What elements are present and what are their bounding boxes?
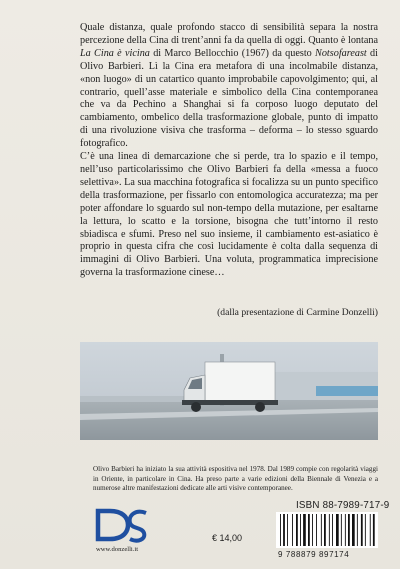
film-title: La Cina è vicina <box>80 47 150 59</box>
book-title: Notsofareast <box>315 47 367 59</box>
cover-photo-street-truck <box>80 342 378 440</box>
barcode-digits: 9 788879 897174 <box>278 550 350 559</box>
isbn-label: ISBN 88-7989-717-9 <box>296 500 390 511</box>
blurb-paragraph-2: C’è una linea di demarcazione che si perde, tra lo spazio e il tempo, nell’uso particolarissimo che Olivo Barbieri fa della «messa a fuoco selettiva». La sua macchina fotografica si focalizza su un punto specifico della trasformazione, per fissarlo con entomologica accuratezza; ma per poter affondare lo sguardo sul non-tempo della mutazione, per esaltarne la lettura, lo scatto e la torsione, bisogna che tutt’intorno il resto sbiadisca e sfumi. Preso nel suo insieme, il cambiamento est-asiatico è proprio in questa cifra che così lucidamente è colta dalla sequenza di immagini di Olivo Barbieri. Una voluta, programmatica imprecisione governa la trasformazione cinese… <box>80 151 378 279</box>
publisher-website: www.donzelli.it <box>96 546 139 553</box>
blurb-paragraph-1: Quale distanza, quale profondo stacco di sensibilità separa la nostra percezione della Cina di trent’anni fa da quella di oggi. Quanto è lontana La Cina è vicina di Marco Bellocchio (1967) da questo Notsofareast di Olivo Barbieri. Lì la Cina era metafora di una incolmabile distanza, «non luogo» di un catartico quanto improbabile capovolgimento; qui, al contrario, quell’asse materiale e simbolico della Cina contemporanea che va da Pechino a Shanghai si fa corposo luogo deputato del cambiamento, ombelico della trasformazione globale, punto di impatto di una rivoluzione visiva che trasforma – deforma – lo stesso sguardo fotografico. <box>80 22 378 150</box>
donzelli-logo <box>92 505 152 545</box>
author-bio: Olivo Barbieri ha iniziato la sua attività espositiva nel 1978. Dal 1989 compie con regolarità viaggi in Oriente, in particolare in Cina. Ha preso parte a varie edizioni della Biennale di Venezia e a numerose altre manifestazioni dedicate alle arti visive contemporanee. <box>93 465 378 493</box>
barcode <box>276 512 378 548</box>
truck-photo-image <box>80 342 378 440</box>
blurb-credit: (dalla presentazione di Carmine Donzelli) <box>217 307 378 318</box>
price-label: € 14,00 <box>212 533 243 543</box>
logo-letters: DE <box>92 505 94 506</box>
blurb-text <box>80 22 378 280</box>
barcode-bars <box>276 512 378 548</box>
